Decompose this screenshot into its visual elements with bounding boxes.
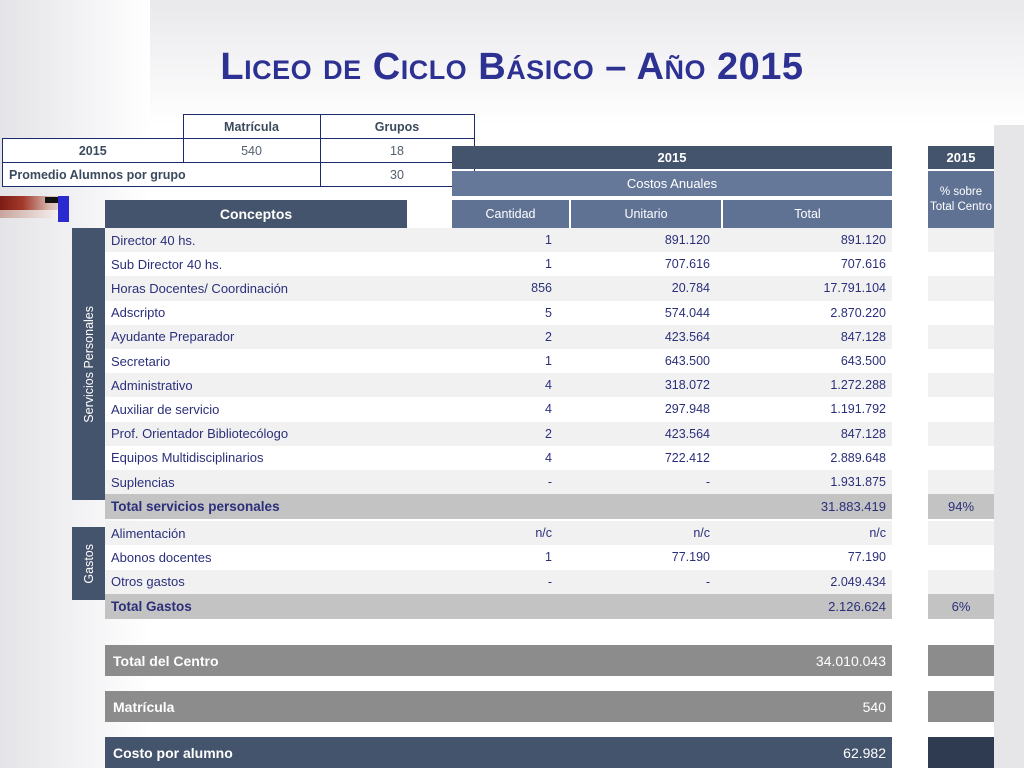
row-cantidad: 4 (545, 402, 552, 417)
footer-bar-label: Costo por alumno (113, 744, 233, 761)
row-cantidad: n/c (535, 526, 552, 541)
table-row (105, 373, 892, 397)
mini-matricula-value: 540 (183, 139, 320, 163)
row-unitario: 722.412 (664, 450, 710, 465)
footer-bar-value: 62.982 (843, 744, 886, 761)
mini-promedio-value: 30 (320, 163, 474, 187)
row-pct-cell (928, 521, 994, 545)
footer-bar (105, 737, 892, 768)
row-unitario: 643.500 (664, 354, 710, 369)
row-cantidad: 4 (545, 378, 552, 393)
header-costos-anuales: Costos Anuales (452, 171, 892, 196)
row-total: 891.120 (840, 233, 886, 248)
row-concepto: Alimentación (111, 525, 186, 541)
row-total: 2.889.648 (830, 450, 886, 465)
total-label: Total Gastos (111, 598, 192, 614)
row-concepto: Suplencias (111, 474, 175, 490)
row-unitario: 297.948 (664, 402, 710, 417)
row-concepto: Equipos Multidisciplinarios (111, 450, 264, 466)
header-year: 2015 (452, 146, 892, 169)
header-unitario: Unitario (571, 200, 721, 228)
footer-bar (105, 645, 892, 676)
table-row (105, 276, 892, 300)
footer-bar-pct (928, 645, 994, 676)
header-pct-label: % sobre Total Centro (928, 171, 994, 228)
row-pct-cell (928, 422, 994, 446)
row-pct-cell (928, 397, 994, 421)
footer-bar-label: Matrícula (113, 698, 175, 715)
row-unitario: 77.190 (671, 550, 710, 565)
table-row (105, 252, 892, 276)
row-unitario: 318.072 (664, 378, 710, 393)
mini-header-grupos: Grupos (320, 115, 474, 139)
row-unitario: 891.120 (664, 233, 710, 248)
row-total: 1.191.792 (830, 402, 886, 417)
row-total: 2.049.434 (830, 574, 886, 589)
table-row (105, 228, 892, 252)
row-unitario: n/c (693, 526, 710, 541)
row-cantidad: 4 (545, 450, 552, 465)
total-row (105, 594, 892, 619)
table-row (105, 397, 892, 421)
row-pct-cell (928, 325, 994, 349)
row-cantidad: 1 (545, 233, 552, 248)
table-row (105, 325, 892, 349)
row-pct-cell (928, 470, 994, 494)
row-cantidad: 1 (545, 354, 552, 369)
row-unitario: 423.564 (664, 426, 710, 441)
row-concepto: Ayudante Preparador (111, 329, 235, 345)
mini-header-matricula: Matrícula (183, 115, 320, 139)
row-concepto: Abonos docentes (111, 549, 212, 565)
row-pct-cell (928, 570, 994, 594)
row-concepto: Otros gastos (111, 574, 185, 590)
row-total: 17.791.104 (823, 281, 886, 296)
row-concepto: Sub Director 40 hs. (111, 256, 223, 272)
side-band-gastos-label: Gastos (81, 543, 96, 584)
footer-bar (105, 691, 892, 722)
row-pct-cell (928, 446, 994, 470)
row-pct-cell (928, 545, 994, 569)
header-pct-year: 2015 (928, 146, 994, 169)
row-concepto: Auxiliar de servicio (111, 401, 220, 417)
row-total: 643.500 (840, 354, 886, 369)
row-total: 1.272.288 (830, 378, 886, 393)
row-total: 1.931.875 (830, 475, 886, 490)
side-band-servicios-label: Servicios Personales (81, 305, 96, 423)
row-cantidad: 856 (531, 281, 552, 296)
row-pct-cell (928, 276, 994, 300)
total-row (105, 494, 892, 519)
table-row (105, 570, 892, 594)
row-total: 707.616 (840, 257, 886, 272)
row-concepto: Prof. Orientador Bibliotecólogo (111, 426, 289, 442)
row-cantidad: 5 (545, 305, 552, 320)
footer-bar-pct (928, 737, 994, 768)
footer-bar-value: 34.010.043 (815, 652, 886, 669)
row-unitario: 423.564 (664, 329, 710, 344)
row-unitario: - (705, 475, 710, 490)
row-total: 2.870.220 (830, 305, 886, 320)
row-cantidad: 2 (545, 329, 552, 344)
row-cantidad: 1 (545, 550, 552, 565)
header-total: Total (723, 200, 892, 228)
table-row (105, 521, 892, 545)
mini-grupos-value: 18 (320, 139, 474, 163)
row-pct-cell (928, 349, 994, 373)
row-cantidad: 1 (545, 257, 552, 272)
row-concepto: Secretario (111, 353, 171, 369)
header-conceptos: Conceptos (105, 200, 407, 228)
row-unitario: 20.784 (671, 281, 710, 296)
row-concepto: Administrativo (111, 377, 193, 393)
table-row (105, 349, 892, 373)
row-total: 77.190 (847, 550, 886, 565)
row-pct-cell (928, 373, 994, 397)
row-total: 847.128 (840, 329, 886, 344)
row-cantidad: - (547, 574, 552, 589)
row-pct-cell (928, 301, 994, 325)
row-concepto: Horas Docentes/ Coordinación (111, 280, 289, 296)
row-pct-cell (928, 252, 994, 276)
row-cantidad: 2 (545, 426, 552, 441)
header-cantidad: Cantidad (452, 200, 569, 228)
row-unitario: 574.044 (664, 305, 710, 320)
table-row (105, 545, 892, 569)
total-label: Total servicios personales (111, 499, 280, 515)
row-unitario: 707.616 (664, 257, 710, 272)
side-band-gastos (72, 527, 105, 600)
mini-year-label: 2015 (3, 139, 184, 163)
row-total: 847.128 (840, 426, 886, 441)
total-value: 31.883.419 (820, 499, 886, 515)
row-pct-cell (928, 228, 994, 252)
footer-bar-label: Total del Centro (113, 652, 219, 669)
total-value: 2.126.624 (828, 598, 886, 614)
row-concepto: Director 40 hs. (111, 232, 196, 248)
table-row (105, 446, 892, 470)
table-row (105, 301, 892, 325)
table-row (105, 422, 892, 446)
footer-bar-value: 540 (862, 698, 886, 715)
total-pct: 6% (928, 594, 994, 619)
table-row (105, 470, 892, 494)
page-title: Liceo de Ciclo Básico – Año 2015 (220, 46, 804, 88)
footer-bar-pct (928, 691, 994, 722)
row-concepto: Adscripto (111, 305, 166, 321)
row-total: n/c (869, 526, 886, 541)
row-unitario: - (705, 574, 710, 589)
row-cantidad: - (547, 475, 552, 490)
total-pct: 94% (928, 494, 994, 519)
mini-promedio-label: Promedio Alumnos por grupo (3, 163, 321, 187)
side-band-servicios-personales (72, 228, 105, 500)
